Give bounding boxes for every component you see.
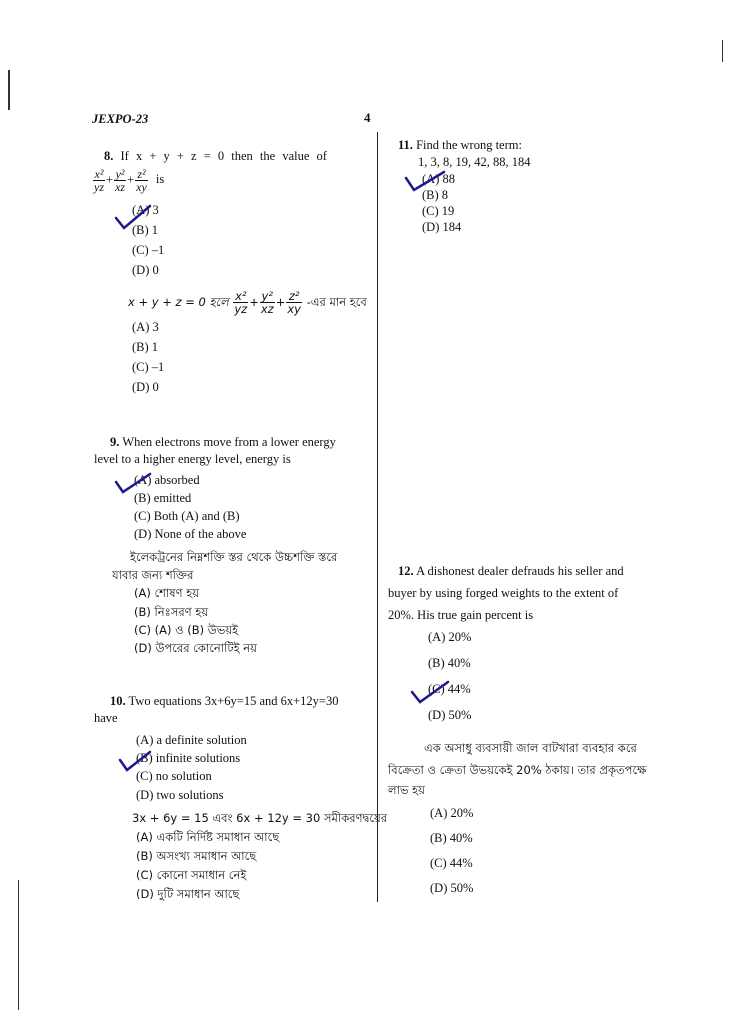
q11-option-d: (D) 184	[422, 220, 462, 234]
scan-edge-mark	[722, 40, 723, 62]
q10-bn-option-d: (D) দুটি সমাধান আছে	[136, 887, 240, 901]
q8-bengali-question: x + y + z = 0 হলে $\frac{\text{x²}}{yz}$ + $\frac{\text{y²}}{xz}$ + $\frac{\text{z²}}{xy}$ -এর মান হবে	[128, 289, 367, 316]
q8-option-d: (D) 0	[132, 263, 159, 277]
check-mark-icon	[404, 168, 448, 194]
q12-option-c: (C) 44%	[428, 682, 471, 696]
q12-bengali-line3: লাভ হয়	[388, 783, 425, 797]
q8-number: 8.	[104, 149, 114, 163]
q12-option-a: (A) 20%	[428, 630, 472, 644]
q10-option-a: (A) a definite solution	[136, 733, 247, 747]
q11-number: 11.	[398, 138, 413, 152]
q11-series: 1, 3, 8, 19, 42, 88, 184	[418, 155, 531, 169]
check-mark-icon	[114, 202, 154, 232]
q12-option-b: (B) 40%	[428, 656, 471, 670]
q9-question: 9. When electrons move from a lower energy level to a higher energy level, energy is	[94, 435, 336, 466]
q12-option-d: (D) 50%	[428, 708, 472, 722]
q9-bn-option-c: (C) (A) ও (B) উভয়ই	[134, 623, 239, 637]
q9-option-a: (A) absorbed	[134, 473, 200, 487]
q10-option-d: (D) two solutions	[136, 788, 224, 802]
frac-2: $\frac{\text{y²}}{xz}$	[115, 167, 126, 194]
q8-expression: $\frac{\text{x²}}{yz}$ + $\frac{\text{y²}}{xz}$ + $\frac{\text{z²}}{xy}$ is	[94, 167, 165, 194]
q8-question	[104, 148, 354, 164]
q9-bn-option-d: (D) উপরের কোনোটিই নয়	[134, 641, 257, 655]
q8-option-c: (C) –1	[132, 243, 165, 257]
q9-option-b: (B) emitted	[134, 491, 192, 505]
q10-option-b: (B) infinite solutions	[136, 751, 241, 765]
q8-bn-option-b: (B) 1	[132, 340, 159, 354]
q11-option-b: (B) 8	[422, 188, 449, 202]
q8-is: is	[155, 172, 165, 187]
q10-question: 10. Two equations 3x+6y=15 and 6x+12y=30 have	[94, 694, 339, 725]
q9-number: 9.	[110, 435, 120, 449]
page-number: 4	[364, 110, 371, 125]
q12-question: 12. A dishonest dealer defrauds his seller and buyer by using forged weights to the extent of 20%. His true gain percent is	[388, 564, 624, 622]
q11-question: 11. Find the wrong term: 1, 3, 8, 19, 42, 88, 184	[398, 138, 531, 169]
q9-option-d: (D) None of the above	[134, 527, 247, 541]
check-mark-icon	[118, 748, 154, 774]
q9-option-c: (C) Both (A) and (B)	[134, 509, 240, 523]
check-mark-icon	[114, 470, 154, 496]
exam-code: JEXPO-23	[92, 112, 149, 126]
check-mark-icon	[410, 678, 452, 706]
q10-bengali-line1: 3x + 6y = 15 এবং 6x + 12y = 30 সমীকরণদ্বয়ের	[132, 811, 388, 825]
q10-bn-option-b: (B) অসংখ্য সমাধান আছে	[136, 849, 257, 863]
q9-bengali-line1: ইলেকট্রনের নিম্নশক্তি স্তর থেকে উচ্চশক্তি স্তরে	[130, 550, 338, 564]
q10-number: 10.	[110, 694, 126, 708]
q9-bn-option-a: (A) শোষণ হয়	[134, 586, 200, 600]
q12-bengali-line2: বিক্রেতা ও ক্রেতা উভয়কেই 20% ঠকায়। তার প্রকৃতপক্ষে	[388, 763, 647, 777]
q12-number: 12.	[398, 564, 414, 578]
frac-1: $\frac{\text{x²}}{yz}$	[94, 167, 104, 194]
q8-text: If x + y + z = 0 then the value of	[120, 149, 327, 163]
scan-edge-mark	[8, 70, 10, 110]
q12-bn-option-b: (B) 40%	[430, 831, 473, 845]
q10-bn-option-a: (A) একটি নির্দিষ্ট সমাধান আছে	[136, 830, 280, 844]
column-divider	[377, 132, 378, 902]
q12-bn-option-d: (D) 50%	[430, 881, 474, 895]
q9-bengali-line2: যাবার জন্য শক্তির	[112, 568, 194, 582]
q9-bn-option-b: (B) নিঃসরণ হয়	[134, 605, 209, 619]
q8-option-b: (B) 1	[132, 223, 159, 237]
q10-bn-option-c: (C) কোনো সমাধান নেই	[136, 868, 247, 882]
scan-edge-mark	[18, 880, 19, 1010]
q8-option-a: (A) 3	[132, 203, 159, 217]
q11-option-a: (A) 88	[422, 172, 455, 186]
q8-bn-option-d: (D) 0	[132, 380, 159, 394]
q8-bn-option-c: (C) –1	[132, 360, 165, 374]
q12-bengali-line1: এক অসাধু ব্যবসায়ী জাল বাটখারা ব্যবহার করে	[424, 741, 637, 755]
q12-bn-option-c: (C) 44%	[430, 856, 473, 870]
q8-bn-option-a: (A) 3	[132, 320, 159, 334]
q11-option-c: (C) 19	[422, 204, 455, 218]
q10-option-c: (C) no solution	[136, 769, 212, 783]
q12-bn-option-a: (A) 20%	[430, 806, 474, 820]
frac-3: $\frac{\text{z²}}{xy}$	[136, 167, 147, 194]
